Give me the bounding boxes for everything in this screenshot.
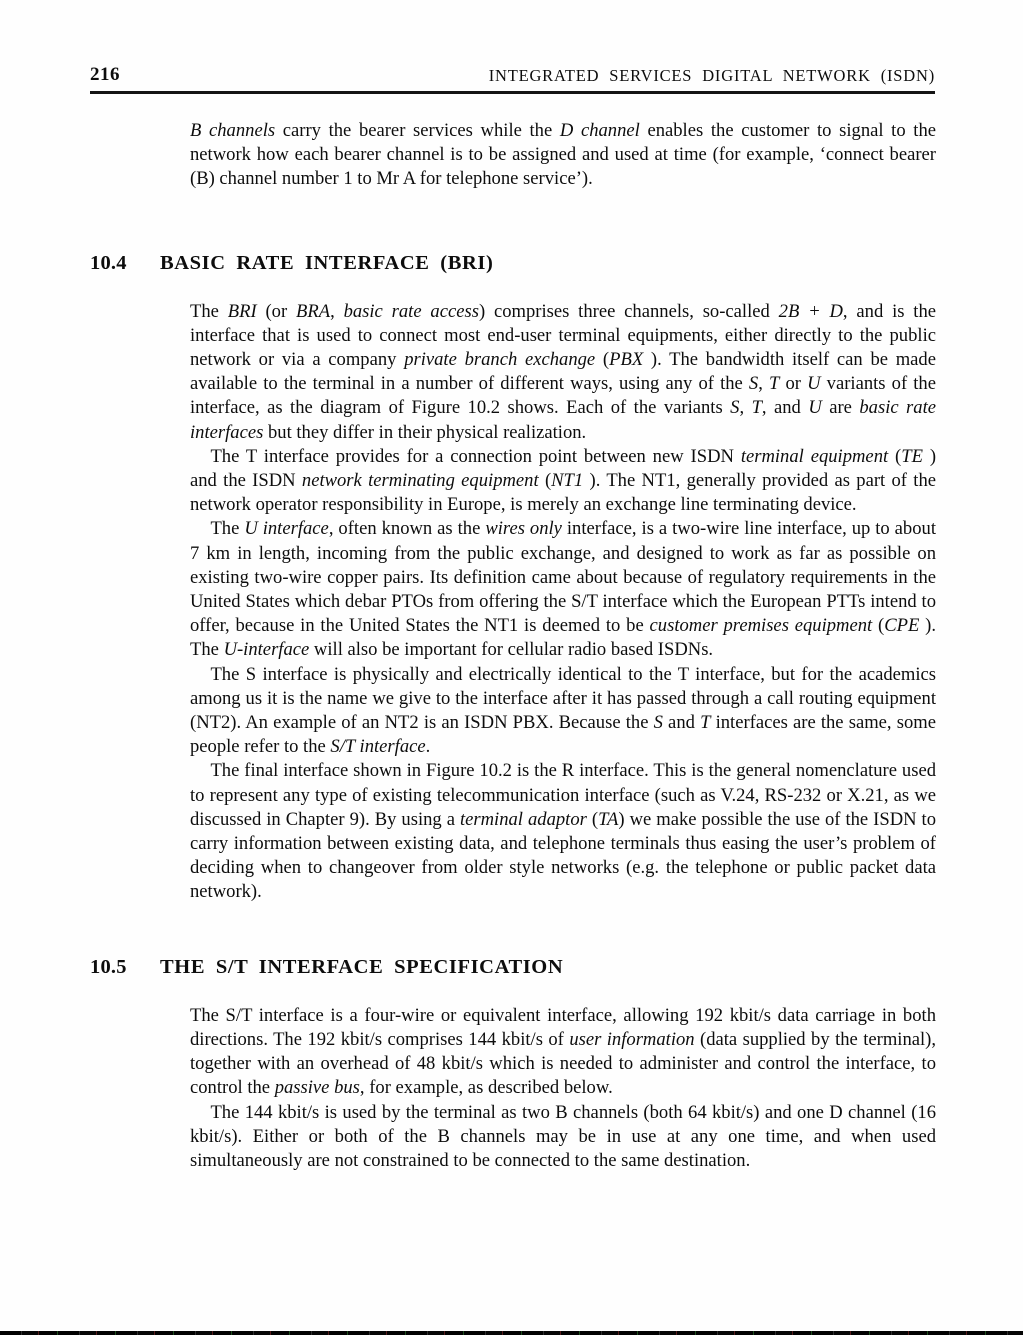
body-text: , often known as the [328,518,486,540]
body-text: ) we make possible the use of the ISDN to carry information between existing data, and telephone terminals thus easing the user’s problem of deciding when to changeover from older style networks (e.g. the telephone or public packet data network). [190,808,937,903]
italic-text: PBX [609,349,644,371]
body-text: , [330,300,344,322]
body-text: , and is the interface that is used to connect most end-user terminal equipments, either directly to the public network or via a company [190,300,937,371]
body-text: (data supplied by the terminal), together with an overhead of 48 kbit/s which is needed to administer and control the interface, to control the [190,1028,937,1099]
body-text: ( [586,808,599,830]
body-text: ( [872,615,885,637]
body-text: ). The NT1, generally provided as part of the network operator responsibility in Europe, is merely an exchange line terminating device. [190,470,937,516]
body-text: enables the customer to signal to the network how each bearer channel is to be assigned and used at time (for example, ‘connect bearer (B) channel number 1 to Mr A for telephone service’). [190,120,936,190]
section-st-interface-specification [90,952,937,1173]
italic-text: T [751,397,762,419]
body-text: The final interface shown in Figure 10.2 is the R interface. This is the general nomenclature used to represent any type of existing telecommunication interface (such as V.24, RS-232 or X.21, as we discussed in Chapter 9). By using a [190,760,936,830]
body-text: ). The [190,615,936,661]
italic-text: wires only [485,518,562,540]
section-title: BASIC RATE INTERFACE (BRI) [160,251,494,274]
italic-text: basic rate access [343,300,479,322]
italic-text: S [653,712,663,734]
body-text: , for example, as described below. [359,1077,613,1099]
paragraph [190,663,936,760]
italic-text: S [748,373,759,395]
paragraph [190,1004,936,1101]
body-text: ( [595,349,610,371]
paragraph [190,1101,936,1174]
body-text: carry the bearer services while the [275,120,560,141]
italic-text: T [769,373,780,395]
body-text: The S interface is physically and electrically identical to the T interface, but for the academics among us it is the name we give to the interface after it has passed through a call routing equipment (NT2). An example of an NT2 is an ISDN PBX. Because the [190,663,936,734]
italic-text: T [700,712,711,734]
body-text: will also be important for cellular radio based ISDNs. [309,639,714,661]
paragraph [190,300,936,445]
section-heading [90,248,936,278]
body-text: The T interface provides for a connection point between new ISDN [210,445,741,467]
paragraph [190,445,936,518]
body-text: The [210,518,245,540]
body-text: are [821,397,860,419]
italic-text: S [730,397,740,419]
italic-text: BRI [227,300,257,322]
italic-text: user information [569,1028,695,1050]
italic-text: terminal adaptor [459,808,587,830]
paragraph [190,759,936,904]
italic-text: customer premises equipment [649,615,873,637]
italic-text: NT1 [551,470,584,492]
body-text: ) comprises three channels, so-called [478,300,779,322]
section-heading [90,952,936,982]
body-text: ( [888,445,902,467]
body-text: . [425,736,431,758]
italic-text: S/T interface [330,736,426,758]
section-number: 10.5 [90,955,127,978]
italic-text: terminal equipment [740,445,889,467]
page-content [90,119,937,1173]
italic-text: BRA [296,300,331,322]
italic-text: TA [598,808,619,830]
body-text: or [779,373,808,395]
italic-text: U [808,397,822,419]
page-header [90,64,935,94]
section-body [190,300,936,905]
page-number: 216 [90,64,120,85]
body-text: , [739,397,752,419]
section-title: THE S/T INTERFACE SPECIFICATION [160,955,564,978]
italic-text: CPE [884,615,920,637]
italic-text: B channels [190,120,276,141]
body-text: The S/T interface is a four-wire or equivalent interface, allowing 192 kbit/s data carriage in both directions. The 192 kbit/s comprises 144 kbit/s of [190,1004,936,1050]
italic-text: D channel [559,120,640,141]
italic-text: network terminating equipment [301,470,539,492]
body-text: but they differ in their physical realization. [263,421,587,443]
italic-text: U interface [244,518,329,540]
italic-text: private branch exchange [404,349,596,371]
body-text: , and [761,397,809,419]
body-text: interface, is a two-wire line interface, up to about 7 km in length, incoming from the public exchange, and designed to work as far as possible on existing two-wire copper pairs. Its definition came about because of regulatory requirements in the United States which debar PTOs from offering the S/T interface which the European PTTs intend to offer, because in the United States the NT1 is deemed to be [190,518,936,637]
italic-text: passive bus [274,1077,360,1099]
intro-paragraph [190,119,936,192]
body-text: The 144 kbit/s is used by the terminal as two B channels (both 64 kbit/s) and one D channel (16 kbit/s). Either or both of the B channels may be in use at any one time, and when used simultaneously are not constrained to be connected to the same destination. [190,1101,936,1171]
running-title: INTEGRATED SERVICES DIGITAL NETWORK (ISDN) [488,66,935,85]
paragraph [190,517,936,662]
body-text: ). The bandwidth itself can be made available to the terminal in a number of different ways, using any of the [190,349,936,395]
body-text: and [662,712,701,734]
scan-edge-line [0,1331,1023,1335]
italic-text: basic rate interfaces [190,397,937,443]
body-text: , [758,373,769,395]
body-text: (or [256,300,296,322]
body-text: ( [538,470,552,492]
body-text: ) and the ISDN [190,445,937,492]
body-text: interfaces are the same, some people refer to the [190,712,936,758]
italic-text: U-interface [223,639,310,661]
body-text: variants of the interface, as the diagram of Figure 10.2 shows. Each of the variants [190,373,936,419]
italic-text: U [807,373,821,395]
italic-text: 2B + D [778,300,843,322]
italic-text: TE [901,445,923,467]
section-body [190,1004,936,1173]
section-basic-rate-interface [90,248,937,905]
section-number: 10.4 [90,251,127,274]
body-text: The [190,300,228,322]
